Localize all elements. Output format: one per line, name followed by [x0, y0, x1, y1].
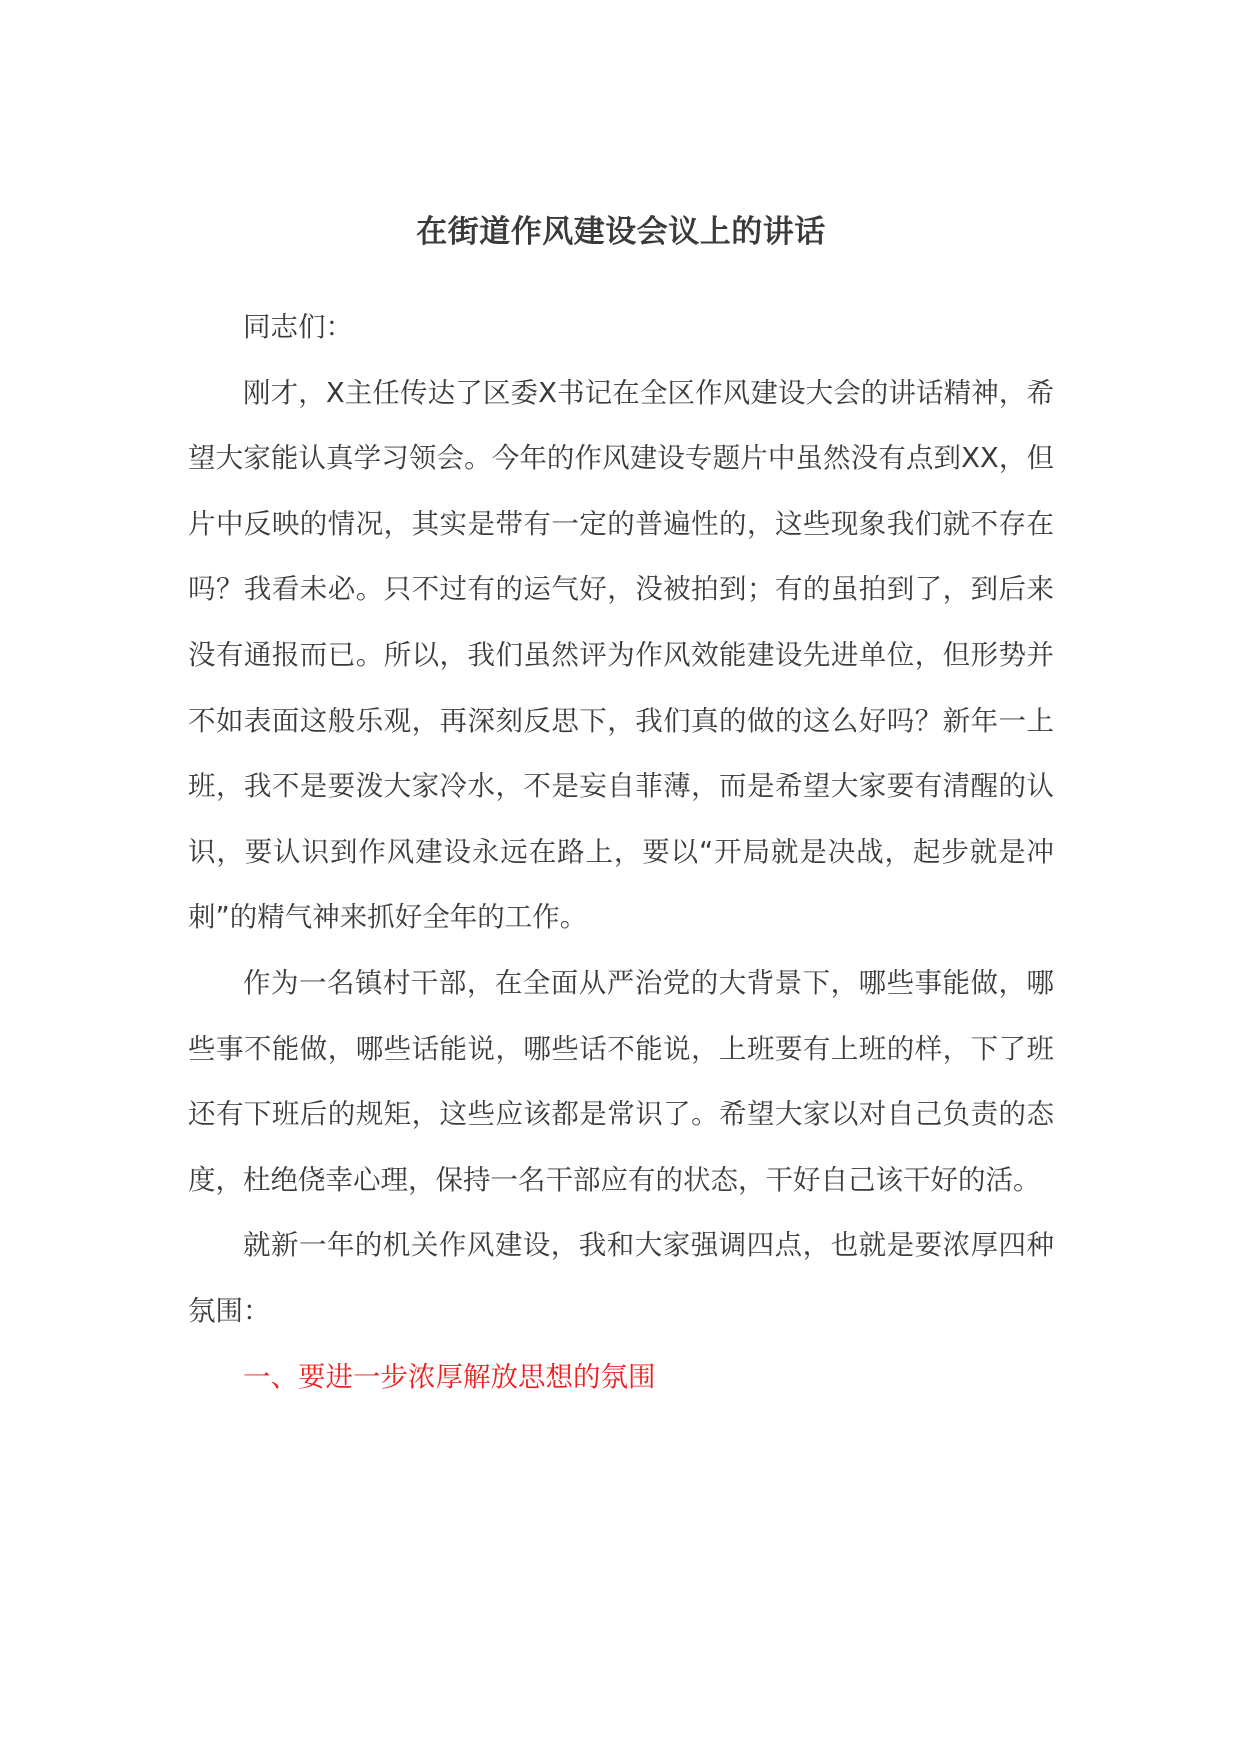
- document-title: 在街道作风建设会议上的讲话: [416, 214, 826, 250]
- section-heading-1: 一、要进一步浓厚解放思想的氛围: [243, 1360, 656, 1393]
- paragraph-3: 就新一年的机关作风建设，我和大家强调四点，也就是要浓厚四种氛围：: [188, 1229, 1054, 1327]
- paragraph-2: 作为一名镇村干部，在全面从严治党的大背景下，哪些事能做，哪些事不能做，哪些话能说，哪些话不能说，上班要有上班的样，下了班还有下班后的规矩，这些应该都是常识了。希望大家以对自己负责的态度，杜绝侥幸心理，保持一名干部应有的状态，干好自己该干好的活。: [188, 966, 1054, 1196]
- paragraph-1: 刚才，X主任传达了区委X书记在全区作风建设大会的讲话精神，希望大家能认真学习领会。今年的作风建设专题片中虽然没有点到XX，但片中反映的情况，其实是带有一定的普遍性的，这些现象我们就不存在吗？我看未必。只不过有的运气好，没被拍到；有的虽拍到了，到后来没有通报而已。所以，我们虽然评为作风效能建设先进单位，但形势并不如表面这般乐观，再深刻反思下，我们真的做的这么好吗？新年一上班，我不是要泼大家冷水，不是妄自菲薄，而是希望大家要有清醒的认识，要认识到作风建设永远在路上，要以“开局就是决战，起步就是冲刺”的精气神来抓好全年的工作。: [188, 376, 1054, 934]
- salutation: 同志们：: [243, 311, 353, 343]
- document-body: [188, 295, 1054, 1410]
